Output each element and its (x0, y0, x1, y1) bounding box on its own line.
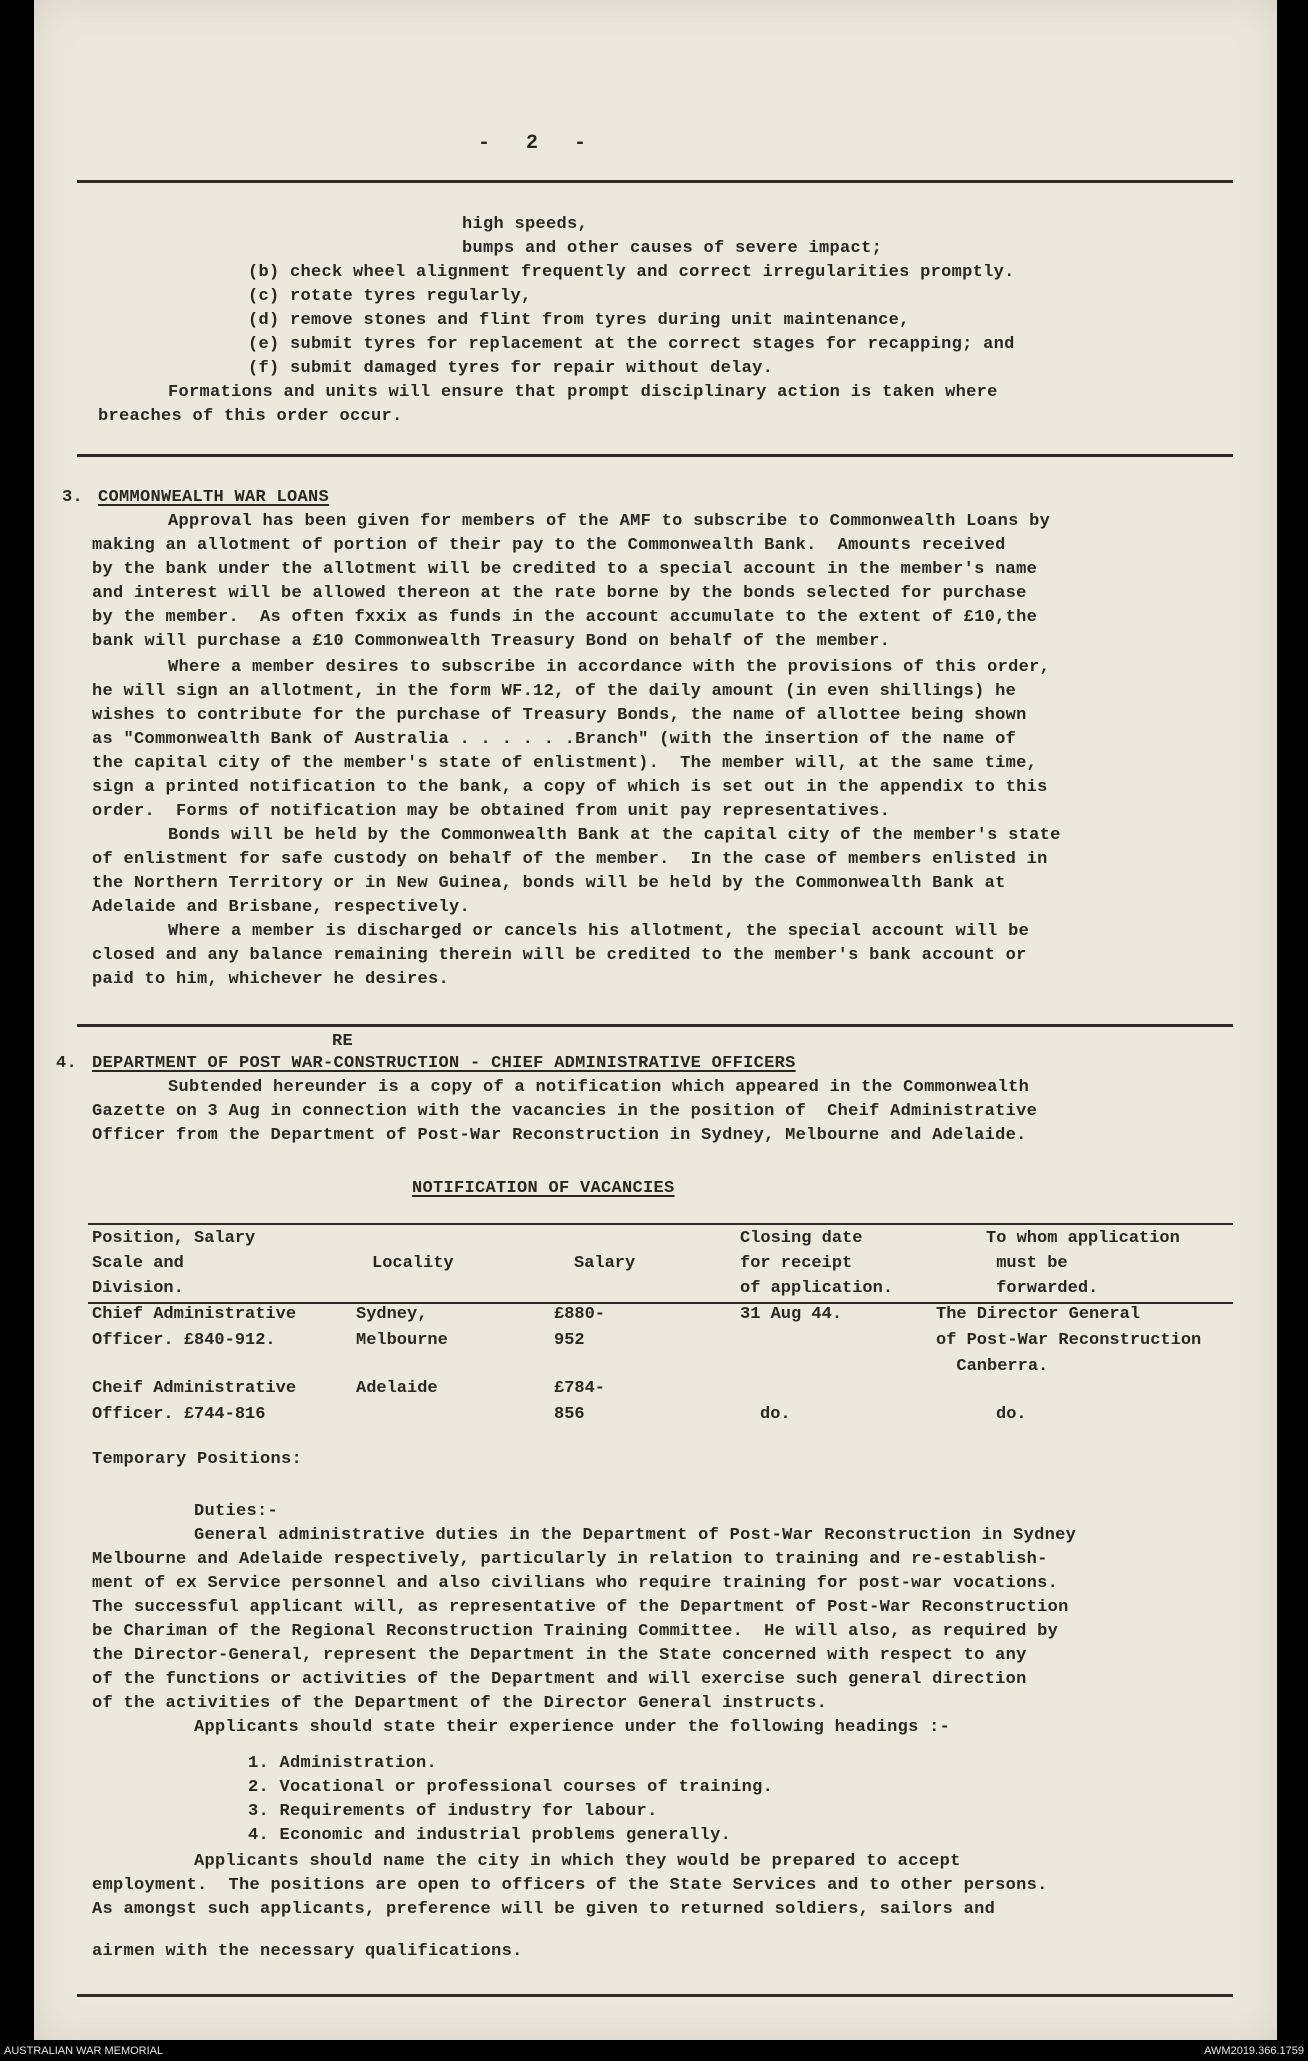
divider (77, 180, 1233, 183)
table-title: NOTIFICATION OF VACANCIES (412, 1179, 675, 1198)
text-line: Where a member desires to subscribe in accordance with the provisions of this order, (168, 658, 1051, 677)
archive-footer (0, 2043, 1308, 2061)
section-number: 3. (62, 488, 84, 507)
subheading: Temporary Positions: (92, 1450, 303, 1469)
text-line: wishes to contribute for the purchase of Treasury Bonds, the name of allottee being shown (92, 706, 1027, 725)
text-line: of enlistment for safe custody on behalf of the member. In the case of members enlisted in (92, 850, 1048, 869)
text-line: Subtended hereunder is a copy of a notification which appeared in the Commonwealth (168, 1078, 1030, 1097)
text-line: General administrative duties in the Department of Post-War Reconstruction in Sydney (194, 1526, 1077, 1545)
text-line: the Northern Territory or in New Guinea, bonds will be held by the Commonwealth Bank at (92, 874, 1006, 893)
table-cell: Sydney, Melbourne (356, 1305, 448, 1350)
text-line: bank will purchase a £10 Commonwealth Treasury Bond on behalf of the member. (92, 632, 891, 651)
footer-source: AUSTRALIAN WAR MEMORIAL (4, 2045, 164, 2057)
text-line: sign a printed notification to the bank, a copy of which is set out in the appendix to this (92, 778, 1048, 797)
list-item: (f) submit damaged tyres for repair without delay. (248, 359, 774, 378)
text-line: employment. The positions are open to officers of the State Services and to other persons. (92, 1876, 1048, 1895)
text-line: order. Forms of notification may be obtained from unit pay representatives. (92, 802, 891, 821)
text-line: Adelaide and Brisbane, respectively. (92, 898, 471, 917)
section-number: 4. (56, 1054, 78, 1073)
table-cell: do. (760, 1405, 791, 1424)
list-item: 4. Economic and industrial problems generally. (248, 1826, 732, 1845)
text-line: by the member. As often fxxix as funds in the account accumulate to the extent of £10,the (92, 608, 1038, 627)
text-line: of the functions or activities of the Department and will exercise such general direction (92, 1670, 1027, 1689)
table-cell: Cheif Administrative Officer. £744-816 (92, 1379, 297, 1424)
text-line: airmen with the necessary qualifications. (92, 1942, 523, 1961)
list-item: (b) check wheel alignment frequently and correct irregularities promptly. (248, 263, 1015, 282)
text-line: of the activities of the Department of the Director General instructs. (92, 1694, 828, 1713)
text-line: paid to him, whichever he desires. (92, 970, 450, 989)
text-line: by the bank under the allotment will be credited to a special account in the member's name (92, 560, 1038, 579)
handwritten-insert: RE (332, 1032, 354, 1051)
text-line: Bonds will be held by the Commonwealth Bank at the capital city of the member's state (168, 826, 1061, 845)
text-line: Formations and units will ensure that prompt disciplinary action is taken where (168, 383, 998, 402)
text-line: be Chariman of the Regional Reconstruction Training Committee. He will also, as required by (92, 1622, 1059, 1641)
table-header-locality: Locality (372, 1254, 454, 1273)
text-line: Where a member is discharged or cancels his allotment, the special account will be (168, 922, 1030, 941)
footer-id: AWM2019.366.1759 (1204, 2045, 1304, 2057)
table-cell: do. (996, 1405, 1027, 1424)
text-line: As amongst such applicants, preference will be given to returned soldiers, sailors and (92, 1900, 996, 1919)
text-line: the Director-General, represent the Department in the State concerned with respect to any (92, 1646, 1027, 1665)
text-line: high speeds, (462, 215, 589, 234)
table-cell: Adelaide (356, 1379, 438, 1398)
text-line: bumps and other causes of severe impact; (462, 239, 883, 258)
text-line: ment of ex Service personnel and also civilians who require training for post-war vocations. (92, 1574, 1059, 1593)
table-cell: The Director General of Post-War Reconstruction Canberra. (936, 1305, 1202, 1376)
table-header-position: Position, Salary Scale and Division. (92, 1229, 256, 1298)
text-line: Applicants should state their experience under the following headings :- (194, 1718, 951, 1737)
table-top-rule (88, 1223, 1233, 1225)
list-item: (c) rotate tyres regularly, (248, 287, 532, 306)
table-header-salary: Salary (574, 1254, 636, 1273)
subheading: Duties:- (194, 1502, 279, 1521)
text-line: Applicants should name the city in which they would be prepared to accept (194, 1852, 961, 1871)
table-cell: £880- 952 (554, 1305, 606, 1350)
table-cell: Chief Administrative Officer. £840-912. (92, 1305, 297, 1350)
section-heading: COMMONWEALTH WAR LOANS (98, 488, 330, 507)
text-line: The successful applicant will, as representative of the Department of Post-War Reconstruction (92, 1598, 1069, 1617)
list-item: 2. Vocational or professional courses of training. (248, 1778, 774, 1797)
list-item: 3. Requirements of industry for labour. (248, 1802, 658, 1821)
text-line: breaches of this order occur. (98, 407, 403, 426)
section-heading: DEPARTMENT OF POST WAR-CONSTRUCTION - CHIEF ADMINISTRATIVE OFFICERS (92, 1054, 796, 1073)
text-line: closed and any balance remaining therein will be credited to the member's bank account or (92, 946, 1027, 965)
text-line: and interest will be allowed thereon at the rate borne by the bonds selected for purchase (92, 584, 1027, 603)
table-header-closing: Closing date for receipt of application. (740, 1229, 894, 1298)
divider (77, 1994, 1233, 1997)
list-item: 1. Administration. (248, 1754, 438, 1773)
list-item: (d) remove stones and flint from tyres during unit maintenance, (248, 311, 910, 330)
page-number: - 2 - (478, 132, 587, 155)
divider (77, 454, 1233, 457)
table-header-to-whom: To whom application must be forwarded. (986, 1229, 1180, 1298)
text-line: Approval has been given for members of the AMF to subscribe to Commonwealth Loans by (168, 512, 1051, 531)
text-line: Gazette on 3 Aug in connection with the vacancies in the position of Cheif Administrative (92, 1102, 1038, 1121)
text-line: the capital city of the member's state of enlistment). The member will, at the same time, (92, 754, 1038, 773)
table-cell: £784- 856 (554, 1379, 606, 1424)
text-line: he will sign an allotment, in the form WF.12, of the daily amount (in even shillings) he (92, 682, 1017, 701)
divider (77, 1024, 1233, 1027)
table-cell: 31 Aug 44. (740, 1305, 843, 1324)
text-line: Melbourne and Adelaide respectively, particularly in relation to training and re-establish- (92, 1550, 1048, 1569)
list-item: (e) submit tyres for replacement at the correct stages for recapping; and (248, 335, 1015, 354)
text-line: making an allotment of portion of their pay to the Commonwealth Bank. Amounts received (92, 536, 1006, 555)
text-line: as "Commonwealth Bank of Australia . . . . . .Branch" (with the insertion of the name of (92, 730, 1017, 749)
text-line: Officer from the Department of Post-War Reconstruction in Sydney, Melbourne and Adelaide. (92, 1126, 1027, 1145)
